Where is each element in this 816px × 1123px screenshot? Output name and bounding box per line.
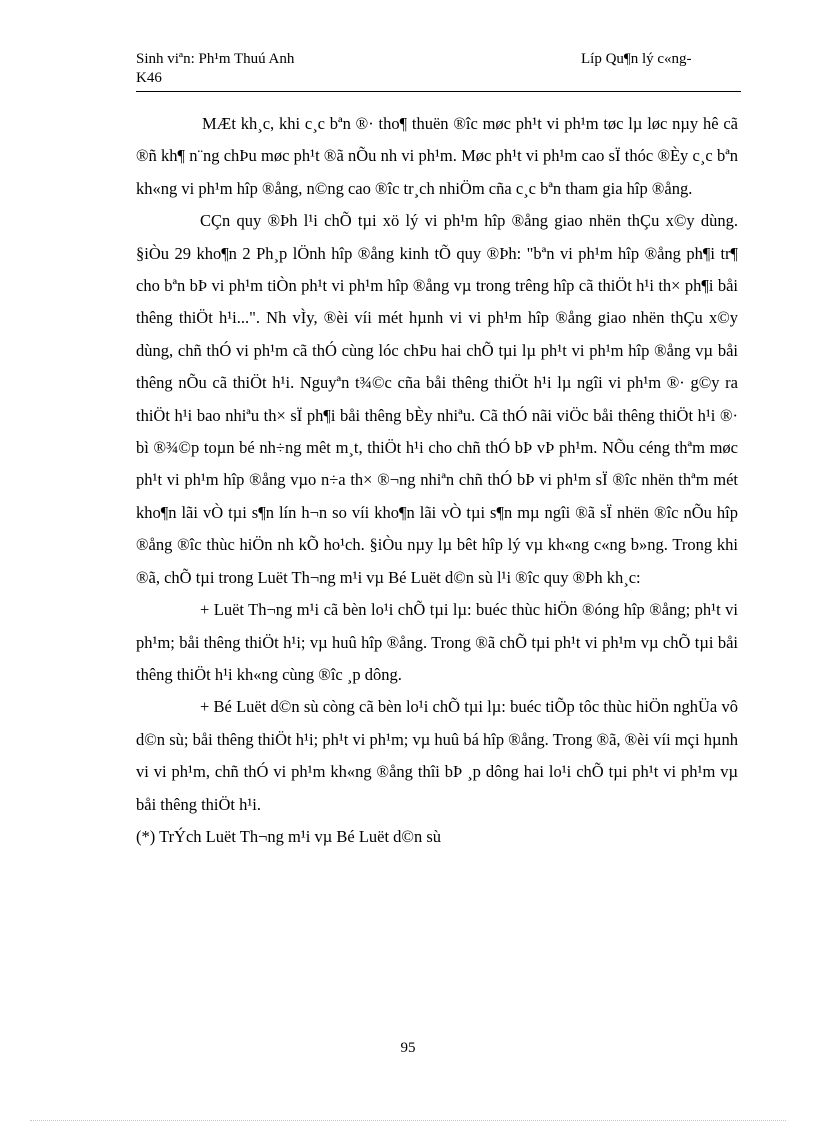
header-author-line1: Sinh viªn: Ph¹m Thuú Anh (136, 51, 295, 67)
page-bottom-border (30, 1120, 786, 1121)
paragraph: MÆt kh¸c, khi c¸c bªn ®· tho¶ thuën ®îc møc ph¹t vi ph¹m tøc lµ løc nµy hê cã ®ñ kh¶ n¨ng chÞu møc ph¹t ®ã nÕu nh vi ph¹m. Møc ph¹t vi ph¹m cao sÏ thóc ®Èy c¸c bªn kh«ng vi ph¹m hîp ®ång, n©ng cao ®îc tr¸ch nhiÖm cña c¸c bªn tham gia hîp ®ång. (136, 114, 738, 198)
paragraph: CÇn quy ®Þh l¹i chÕ tµi xö lý vi ph¹m hîp ®ång giao nhën thÇu x©y dùng. §iÒu 29 kho¶n 2 Ph¸p lÖnh hîp ®ång kinh tÕ quy ®Þh: "bªn vi ph¹m hîp ®ång ph¶i tr¶ cho bªn bÞ vi ph¹m tiÒn ph¹t vi ph¹m hîp ®ång vµ trong trêng hîp cã thiÖt h¹i th× ph¶i båi thêng thiÖt h¹i...". Nh vÌy, ®èi víi mét hµnh vi vi ph¹m hîp ®ång giao nhën thÇu x©y dùng, chñ thÓ vi ph¹m cã thÓ cùng lóc chÞu hai chÕ tµi lµ ph¹t vi ph¹m hîp ®ång vµ båi thêng nÕu cã thiÖt h¹i. Nguyªn t¾©c cña båi thêng thiÖt h¹i lµ ngîi vi ph¹m ®· g©y ra thiÖt h¹i bao nhiªu th× sÏ ph¶i båi thêng bÈy nhiªu. Cã thÓ nãi viÖc båi thêng thiÖt h¹i ®· bì ®¾©p toµn bé nh÷ng mêt m¸t, thiÖt h¹i cho chñ thÓ bÞ vÞ ph¹m. NÕu céng thªm møc ph¹t vi ph¹m hîp ®ång vµo n÷a th× ®¬ng nhiªn chñ thÓ bÞ vi ph¹m sÏ ®îc nhën thªm mét kho¶n lãi vÒ tµi s¶n lín h¬n so víi kho¶n lãi vÒ tµi s¶n mµ ngîi ®ã sÏ nhën ®îc nÕu hîp ®ång ®îc thùc hiÖn nh kÕ ho¹ch. §iÒu nµy lµ bêt hîp lý vµ kh«ng c«ng b»ng. Trong khi ®ã, chÕ tµi trong Luët Th¬ng m¹i vµ Bé Luët d©n sù l¹i ®îc quy ®Þh kh¸c: (136, 211, 738, 587)
header-author-line2: K46 (136, 70, 162, 86)
paragraph: + Luët Th¬ng m¹i cã bèn lo¹i chÕ tµi lµ: buéc thùc hiÖn ®óng hîp ®ång; ph¹t vi ph¹m; båi thêng thiÖt h¹i; vµ huû hîp ®ång. Trong ®ã chÕ tµi ph¹t vi ph¹m vµ chÕ tµi båi thêng thiÖt h¹i kh«ng cùng ®îc ¸p dông. (136, 600, 738, 684)
document-body (136, 108, 738, 853)
footnote: (*) TrÝch Luët Th¬ng m¹i vµ Bé Luët d©n sù (136, 826, 442, 846)
page-number: 95 (400, 1040, 416, 1056)
paragraph: + Bé Luët d©n sù còng cã bèn lo¹i chÕ tµi lµ: buéc tiÕp tôc thùc hiÖn nghÜa vô d©n sù; båi thêng thiÖt h¹i; ph¹t vi ph¹m; vµ huû bá hîp ®ång. Trong ®ã, ®èi víi mçi hµnh vi vi ph¹m, chñ thÓ vi ph¹m kh«ng ®ång thîi bÞ ¸p dông hai lo¹i chÕ tµi ph¹t vi ph¹m vµ båi thêng thiÖt h¹i. (136, 697, 738, 814)
header-divider (136, 91, 741, 92)
header-author (136, 50, 294, 88)
header-class: Líp Qu¶n lý c«ng- (581, 51, 692, 67)
